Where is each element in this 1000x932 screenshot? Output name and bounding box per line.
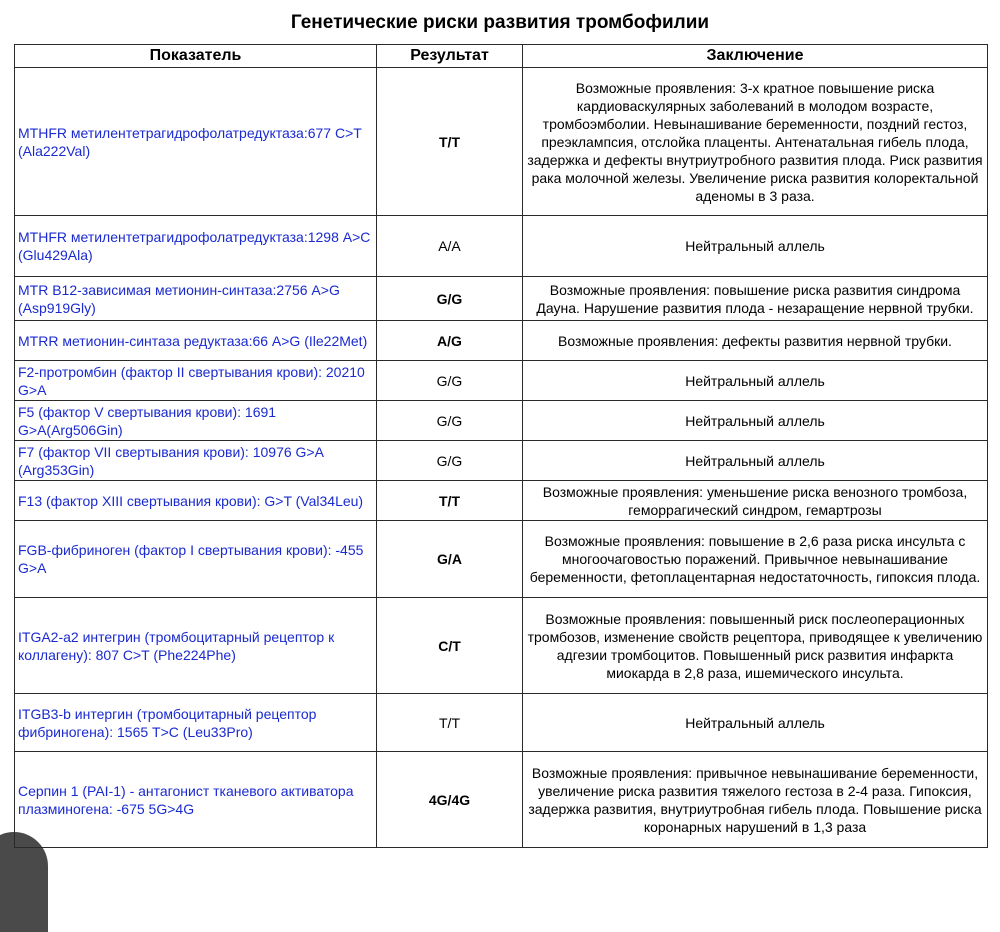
conclusion-cell: Нейтральный аллель — [523, 361, 988, 401]
indicator-cell: FGB-фибриноген (фактор I свертывания крови): -455 G>A — [15, 521, 377, 598]
indicator-cell: F5 (фактор V свертывания крови): 1691 G>A(Arg506Gin) — [15, 401, 377, 441]
result-cell: T/T — [377, 481, 523, 521]
table-row — [15, 441, 988, 481]
indicator-cell: Серпин 1 (PAI-1) - антагонист тканевого активатора плазминогена: -675 5G>4G — [15, 752, 377, 848]
table-row — [15, 321, 988, 361]
table-header-row — [15, 45, 988, 68]
indicator-cell: MTHFR метилентетрагидрофолатредуктаза:677 C>T (Ala222Val) — [15, 68, 377, 216]
result-cell: 4G/4G — [377, 752, 523, 848]
table-row — [15, 277, 988, 321]
table-row — [15, 598, 988, 694]
conclusion-cell: Нейтральный аллель — [523, 401, 988, 441]
indicator-cell: ITGB3-b интергин (тромбоцитарный рецептор фибриногена): 1565 T>C (Leu33Pro) — [15, 694, 377, 752]
results-table — [14, 44, 988, 848]
table-row — [15, 401, 988, 441]
result-cell: T/T — [377, 694, 523, 752]
result-cell: A/G — [377, 321, 523, 361]
conclusion-cell: Возможные проявления: повышение риска развития синдрома Дауна. Нарушение развития плода - незаращение нервной трубки. — [523, 277, 988, 321]
result-cell: G/G — [377, 441, 523, 481]
table-row — [15, 216, 988, 277]
table-row — [15, 481, 988, 521]
table-row — [15, 521, 988, 598]
conclusion-cell: Возможные проявления: повышенный риск послеоперационных тромбозов, изменение свойств рецептора, приводящее к увеличению адгезии тромбоцитов. Повышенный риск развития инфаркта миокарда в 2,8 раза, ишемического инсульта. — [523, 598, 988, 694]
conclusion-cell: Нейтральный аллель — [523, 441, 988, 481]
indicator-cell: F13 (фактор XIII свертывания крови): G>T (Val34Leu) — [15, 481, 377, 521]
table-row — [15, 752, 988, 848]
table-row — [15, 68, 988, 216]
indicator-cell: MTRR метионин-синтаза редуктаза:66 A>G (Ile22Met) — [15, 321, 377, 361]
result-cell: G/G — [377, 277, 523, 321]
result-cell: C/T — [377, 598, 523, 694]
result-cell: G/A — [377, 521, 523, 598]
conclusion-cell: Возможные проявления: привычное невынашивание беременности, увеличение риска развития тяжелого гестоза в 2-4 раза. Гипоксия, задержка развития, внутриутробная гибель плода. Повышение риска коронарных нарушений в 1,3 раза — [523, 752, 988, 848]
indicator-cell: F2-протромбин (фактор II свертывания крови): 20210 G>A — [15, 361, 377, 401]
header-result: Результат — [377, 45, 523, 68]
result-cell: G/G — [377, 401, 523, 441]
table-row — [15, 694, 988, 752]
result-cell: A/A — [377, 216, 523, 277]
conclusion-cell: Нейтральный аллель — [523, 694, 988, 752]
conclusion-cell: Возможные проявления: уменьшение риска венозного тромбоза, геморрагический синдром, гемартрозы — [523, 481, 988, 521]
indicator-cell: ITGA2-a2 интегрин (тромбоцитарный рецептор к коллагену): 807 C>T (Phe224Phe) — [15, 598, 377, 694]
header-conclusion: Заключение — [523, 45, 988, 68]
indicator-cell: F7 (фактор VII свертывания крови): 10976 G>A (Arg353Gin) — [15, 441, 377, 481]
header-indicator: Показатель — [15, 45, 377, 68]
conclusion-cell: Возможные проявления: повышение в 2,6 раза риска инсульта с многоочаговостью поражений. Привычное невынашивание беременности, фетоплацентарная недостаточность, гипоксия плода. — [523, 521, 988, 598]
indicator-cell: MTR B12-зависимая метионин-синтаза:2756 A>G (Asp919Gly) — [15, 277, 377, 321]
result-cell: T/T — [377, 68, 523, 216]
indicator-cell: MTHFR метилентетрагидрофолатредуктаза:1298 A>C (Glu429Ala) — [15, 216, 377, 277]
result-cell: G/G — [377, 361, 523, 401]
page-title: Генетические риски развития тромбофилии — [290, 12, 710, 33]
table-row — [15, 361, 988, 401]
conclusion-cell: Нейтральный аллель — [523, 216, 988, 277]
conclusion-cell: Возможные проявления: дефекты развития нервной трубки. — [523, 321, 988, 361]
conclusion-cell: Возможные проявления: 3-х кратное повышение риска кардиоваскулярных заболеваний в молодом возрасте, тромбоэмболии. Невынашивание беременности, поздний гестоз, преэклампсия, отслойка плаценты. Антенатальная гибель плода, задержка и дефекты внутриутробного развития плода. Риск развития рака молочной железы. Увеличение риска развития колоректальной аденомы в 3 раза. — [523, 68, 988, 216]
